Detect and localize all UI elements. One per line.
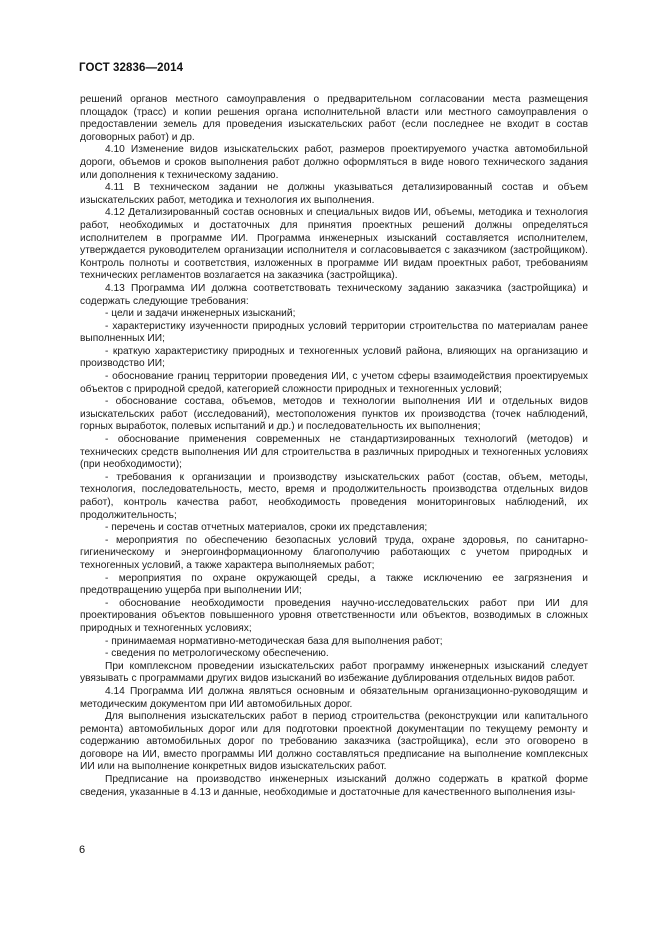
paragraph: - обоснование состава, объемов, методов и технологии выполнения ИИ и отдельных видов изыскательских работ (исследований), местоположения пунктов их производства (точек наблюдений, горных выработок, полевых испытаний и др.) и последовательность их выполнения; xyxy=(80,396,588,433)
paragraph: Предписание на производство инженерных изысканий должно содержать в краткой форме сведения, указанные в 4.13 и данные, необходимые и достаточные для качественного выполнения изы- xyxy=(80,774,588,798)
paragraph: - мероприятия по охране окружающей среды, а также исключению ее загрязнения и предотвращению ущерба при выполнении ИИ; xyxy=(80,572,588,597)
paragraph: 4.13 Программа ИИ должна соответствовать техническому заданию заказчика (застройщика) и содержать следующие требования: xyxy=(80,282,588,307)
paragraph: - характеристику изученности природных условий территории строительства по материалам ранее выполненных ИИ; xyxy=(80,320,588,345)
paragraph: - сведения по метрологическому обеспечению. xyxy=(105,648,329,660)
paragraph: - мероприятия по обеспечению безопасных условий труда, охране здоровья, по санитарно-гигиеническому и энергоинформационному благополучию работающих с учетом природных и техногенных условий, а также характера выполняемых работ; xyxy=(80,534,588,571)
paragraph: - требования к организации и производству изыскательских работ (состав, объем, методы, технология, последовательность, место, время и продолжительность производства отдельных видов работ), контроль качества работ, необходимость проведения мониторинговых наблюдений, их продолжительность; xyxy=(80,471,588,521)
paragraph: - принимаемая нормативно-методическая база для выполнения работ; xyxy=(105,635,443,647)
paragraph: - краткую характеристику природных и техногенных условий района, влияющих на организацию и производство ИИ; xyxy=(80,345,588,370)
page-number: 6 xyxy=(79,844,86,856)
paragraph: 4.10 Изменение видов изыскательских работ, размеров проектируемого участка автомобильной дороги, объемов и сроков выполнения работ должно оформляться в виде нового технического задания или дополнения к техническому заданию. xyxy=(80,144,588,181)
paragraph: - обоснование применения современных не стандартизированных технологий (методов) и технических средств выполнения ИИ для строительства в различных природных и техногенных условиях (при необходимости); xyxy=(80,434,588,471)
paragraph: При комплексном проведении изыскательских работ программу инженерных изысканий следует увязывать с программами других видов изысканий во избежание дублирования отдельных видов работ. xyxy=(80,660,588,685)
paragraph: Для выполнения изыскательских работ в период строительства (реконструкции или капитального ремонта) автомобильных дорог или для подготовки проектной документации по текущему ремонту и содержанию автомобильных дорог по требованию заказчика (застройщика), если это оговорено в договоре на ИИ, вместо программы ИИ должно составляться предписание на выполнение комплексных ИИ или на выполнение конкретных видов изыскательских работ. xyxy=(80,711,588,773)
paragraph: - цели и задачи инженерных изысканий; xyxy=(105,308,296,320)
paragraph: - обоснование необходимости проведения научно-исследовательских работ при ИИ для проектирования объектов повышенного уровня ответственности или объектов, возводимых в сложных природных и техногенных условиях; xyxy=(80,597,588,634)
paragraph: - перечень и состав отчетных материалов, сроки их представления; xyxy=(105,522,428,534)
paragraph: решений органов местного самоуправления о предварительном согласовании места размещения площадок (трасс) и копии решения органа исполнительной власти или местного самоуправления о предоставлении земель для проведения изыскательских работ (если последнее не входит в состав договорных работ) и др. xyxy=(80,94,588,143)
paragraph: 4.14 Программа ИИ должна являться основным и обязательным организационно-руководящим и методическим документом при ИИ автомобильных дорог. xyxy=(80,685,588,710)
document-body xyxy=(80,94,588,799)
document-code-header: ГОСТ 32836—2014 xyxy=(79,62,184,74)
paragraph: 4.11 В техническом задании не должны указываться детализированный состав и объем изыскательских работ, методика и технология их выполнения. xyxy=(80,182,588,206)
paragraph: 4.12 Детализированный состав основных и специальных видов ИИ, объемы, методика и технология работ, необходимых и достаточных для принятия проектных решений должны определяться исполнителем в программе ИИ. Программа инженерных изысканий составляется исполнителем, утверждается руководителем организации исполнителя и согласовывается с заказчиком (застройщиком). Контроль полноты и соответствия, изложенных в программе ИИ видам проектных работ, требованиям технических регламентов возлагается на заказчика (застройщика). xyxy=(80,207,588,282)
paragraph: - обоснование границ территории проведения ИИ, с учетом сферы взаимодействия проектируемых объектов с природной средой, категорией сложности природных и техногенных условий; xyxy=(80,371,588,395)
